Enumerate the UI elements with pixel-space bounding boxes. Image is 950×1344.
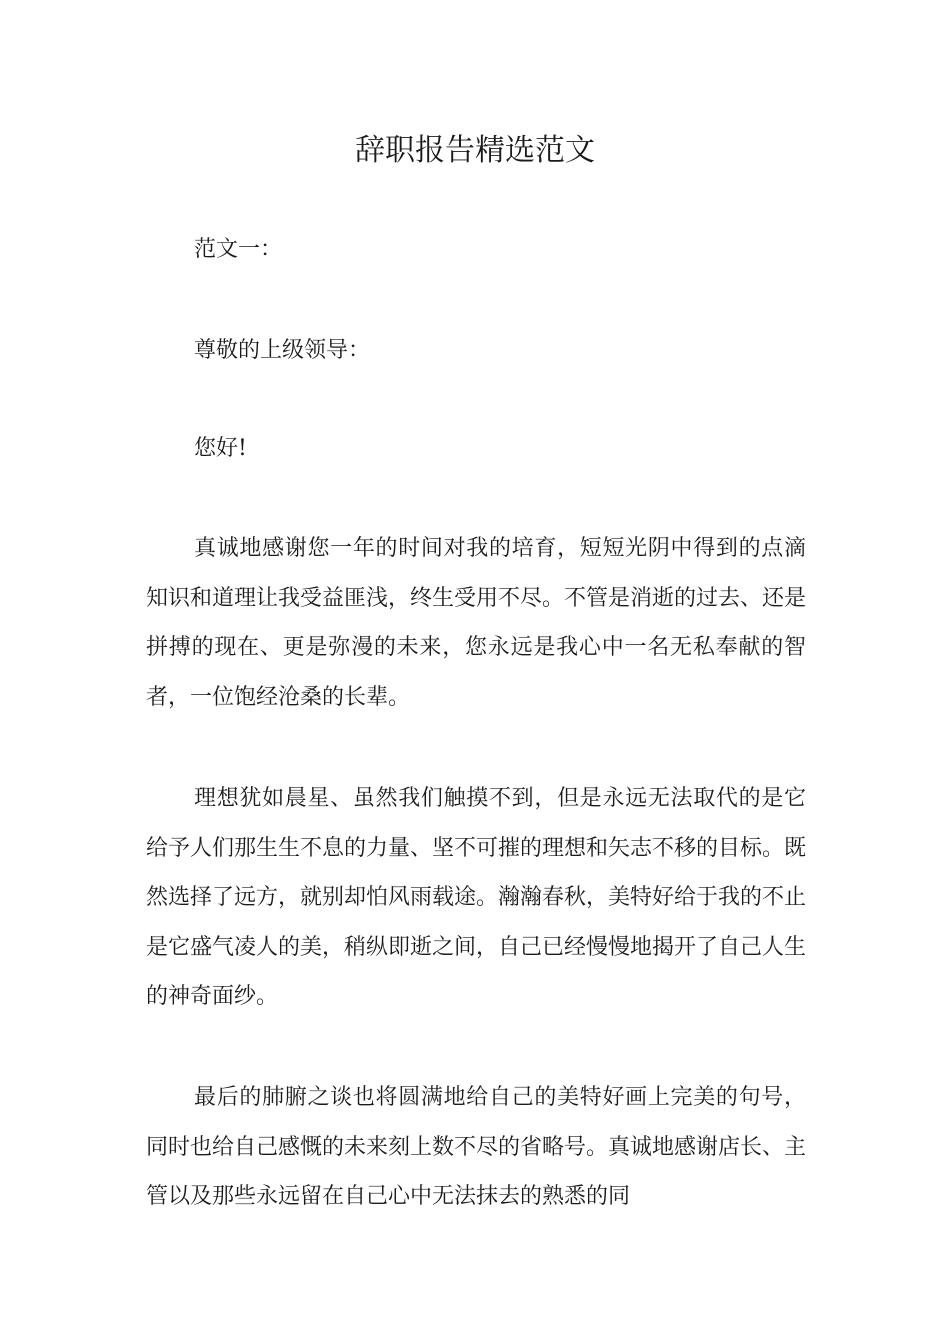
body-paragraph-2: 理想犹如晨星、虽然我们触摸不到，但是永远无法取代的是它给予人们那生生不息的力量、坚不可摧的理想和矢志不移的目标。既然选择了远方，就别却怕风雨载途。瀚瀚春秋，美特好给于我的不止是它盛气凌人的美，稍纵即逝之间，自己已经慢慢地揭开了自己人生的神奇面纱。 bbox=[146, 786, 807, 1009]
greeting: 您好! bbox=[194, 436, 247, 461]
body-paragraph-3: 最后的肺腑之谈也将圆满地给自己的美特好画上完美的句号，同时也给自己感慨的未来刻上数不尽的省略号。真诚地感谢店长、主管以及那些永远留在自己心中无法抹去的熟悉的同 bbox=[146, 1085, 807, 1209]
section-label: 范文一： bbox=[194, 237, 283, 262]
body-paragraph-1: 真诚地感谢您一年的时间对我的培育，短短光阴中得到的点滴知识和道理让我受益匪浅，终生受用不尽。不管是消逝的过去、还是拼搏的现在、更是弥漫的未来，您永远是我心中一名无私奉献的智者，一位饱经沧桑的长辈。 bbox=[146, 536, 807, 710]
salutation: 尊敬的上级领导： bbox=[194, 338, 371, 363]
document-title: 辞职报告精选范文 bbox=[355, 133, 595, 168]
